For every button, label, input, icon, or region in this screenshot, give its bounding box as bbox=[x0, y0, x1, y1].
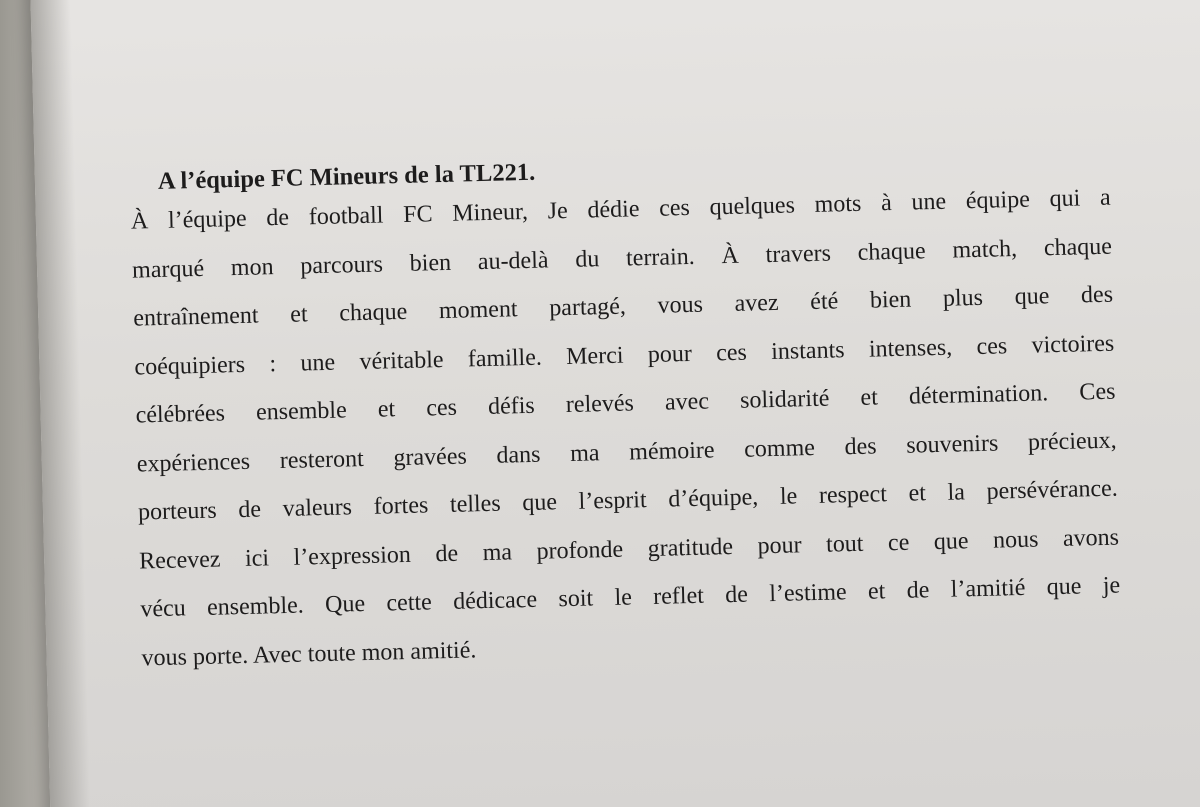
text-line-10: vous porte. Avec toute mon amitié. bbox=[141, 636, 477, 671]
dedication-text bbox=[130, 144, 1122, 683]
paper-page bbox=[30, 0, 1200, 807]
text-line-9: vécu ensemble. Que cette dédicace soit le reflet de l’estime et de l’amitié que je bbox=[140, 572, 1121, 623]
text-line-3: entraînement et chaque moment partagé, vous avez été bien plus que des bbox=[132, 281, 1114, 332]
text-line-8: Recevez ici l’expression de ma profonde gratitude pour tout ce que nous avons bbox=[138, 524, 1120, 575]
text-line-4: coéquipiers : une véritable famille. Merci pour ces instants intenses, ces victoires bbox=[134, 330, 1115, 381]
dedication-heading: A l’équipe FC Mineurs de la TL221. bbox=[157, 158, 536, 195]
text-line-6: expériences resteront gravées dans ma mémoire comme des souvenirs précieux, bbox=[136, 427, 1117, 478]
text-line-5: célébrées ensemble et ces défis relevés avec solidarité et détermination. Ces bbox=[135, 378, 1116, 429]
text-line-1: À l’équipe de football FC Mineur, Je dédie ces quelques mots à une équipe qui a bbox=[130, 184, 1111, 235]
text-line-2: marqué mon parcours bien au-delà du terrain. À travers chaque match, chaque bbox=[131, 233, 1113, 284]
text-line-7: porteurs de valeurs fortes telles que l’esprit d’équipe, le respect et la persévérance. bbox=[137, 475, 1119, 526]
